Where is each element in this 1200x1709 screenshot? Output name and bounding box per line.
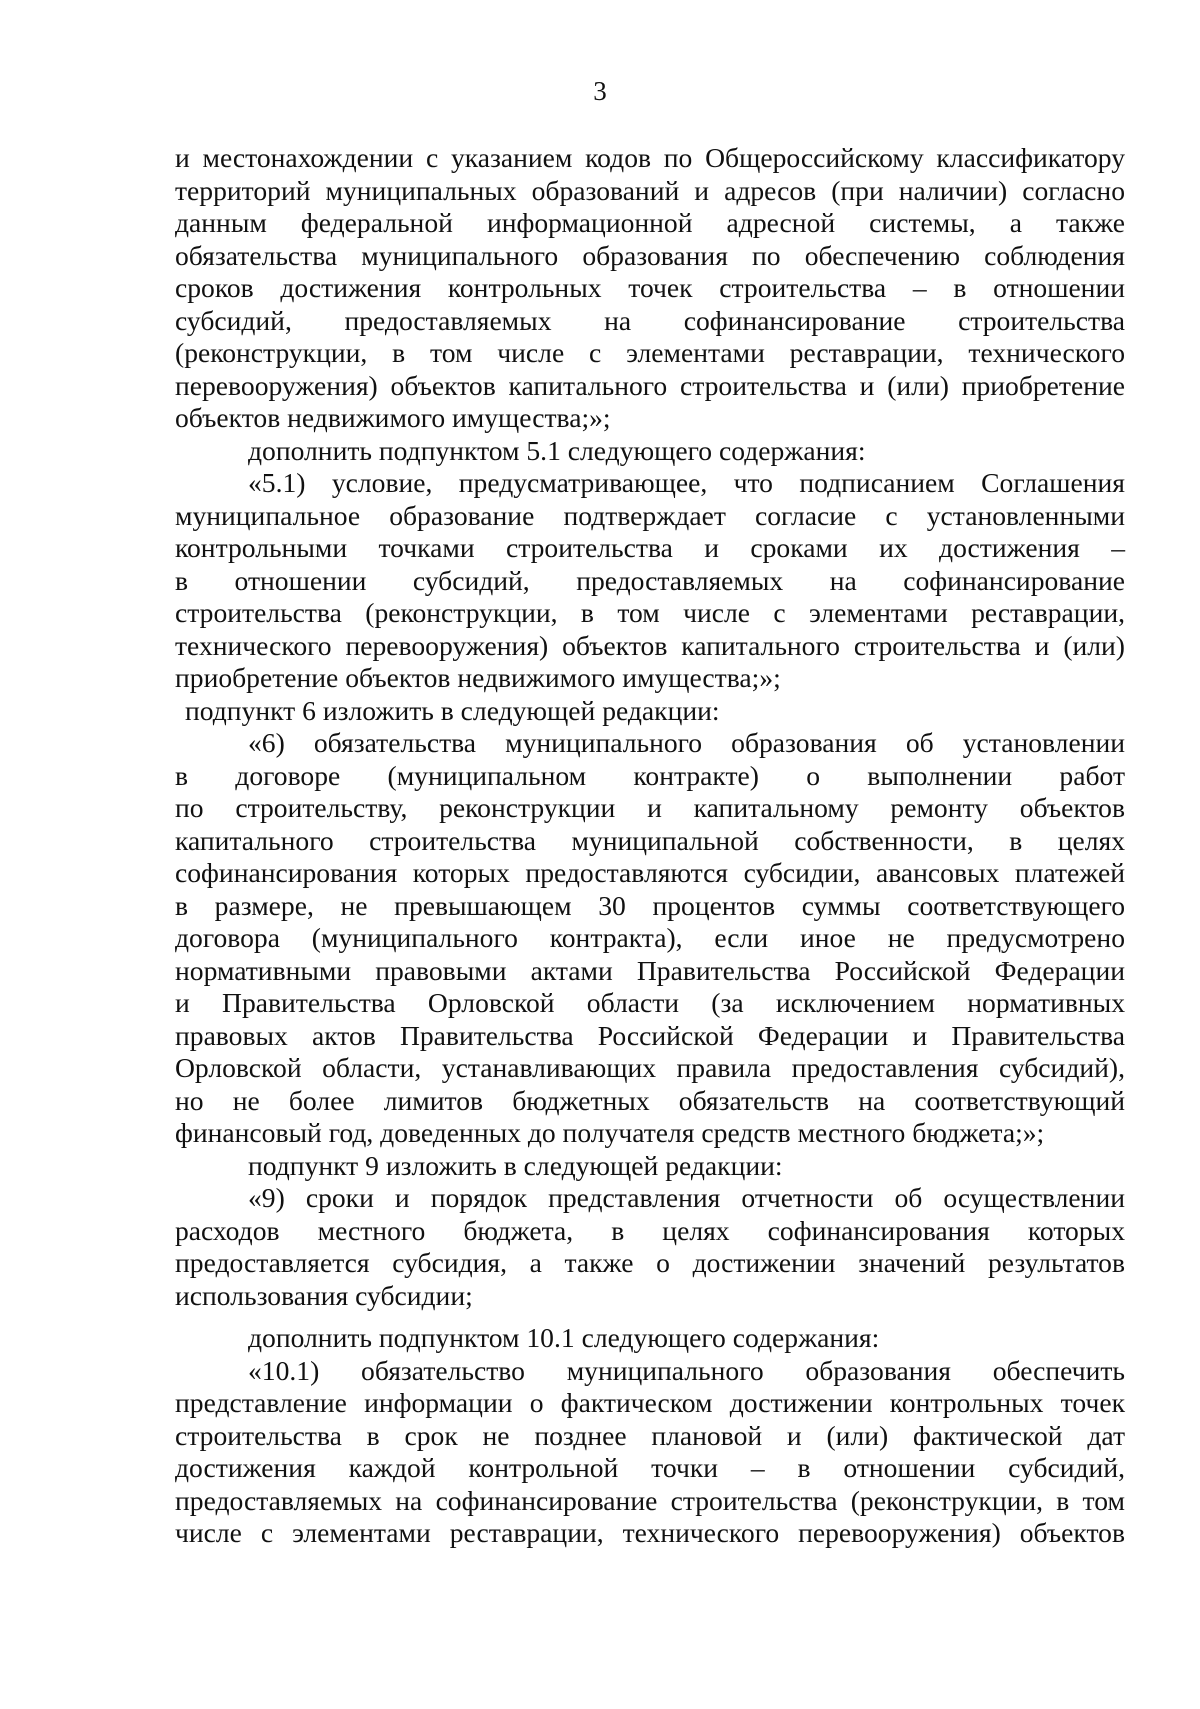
text-line: «9) сроки и порядок представления отчетности об осуществлении xyxy=(248,1182,1125,1213)
text-line: подпункт 9 изложить в следующей редакции: xyxy=(248,1149,783,1181)
text-line: представление информации о фактическом достижении контрольных точек xyxy=(175,1387,1125,1418)
text-line: объектов недвижимого имущества;»; xyxy=(175,402,611,433)
page-number: 3 xyxy=(593,76,607,106)
text-line: дополнить подпунктом 5.1 следующего содержания: xyxy=(248,434,866,466)
text-line: обязательства муниципального образования по обеспечению соблюдения xyxy=(175,239,1125,271)
text-line: в размере, не превышающем 30 процентов суммы соответствующего xyxy=(175,889,1125,921)
text-line: использования субсидии; xyxy=(175,1279,473,1311)
text-line: капитального строительства муниципальной собственности, в целях xyxy=(175,824,1125,856)
text-line: в договоре (муниципальном контракте) о выполнении работ xyxy=(175,759,1125,791)
text-line: муниципальное образование подтверждает согласие с установленными xyxy=(175,499,1125,531)
text-line: данным федеральной информационной адресной системы, а также xyxy=(175,207,1125,238)
text-line: финансовый год, доведенных до получателя средств местного бюджета;»; xyxy=(175,1117,1045,1148)
text-line: «10.1) обязательство муниципального образования обеспечить xyxy=(248,1354,1125,1386)
text-line: Орловской области, устанавливающих правила предоставления субсидий), xyxy=(175,1052,1125,1083)
body-text xyxy=(175,142,1125,1550)
text-line: приобретение объектов недвижимого имущества;»; xyxy=(175,662,781,693)
text-line: и Правительства Орловской области (за исключением нормативных xyxy=(175,987,1125,1018)
text-line: софинансирования которых предоставляются субсидии, авансовых платежей xyxy=(175,857,1125,888)
text-line: числе с элементами реставрации, технического перевооружения) объектов xyxy=(175,1517,1125,1548)
text-line: предоставляемых на софинансирование строительства (реконструкции, в том xyxy=(175,1484,1125,1516)
text-line: достижения каждой контрольной точки – в отношении субсидий, xyxy=(175,1452,1125,1483)
text-line: подпункт 6 изложить в следующей редакции: xyxy=(185,694,720,726)
text-line: (реконструкции, в том числе с элементами реставрации, технического xyxy=(175,337,1125,368)
text-line: предоставляется субсидия, а также о достижении значений результатов xyxy=(175,1247,1125,1278)
text-line: договора (муниципального контракта), если иное не предусмотрено xyxy=(175,922,1125,953)
text-line: но не более лимитов бюджетных обязательств на соответствующий xyxy=(175,1084,1125,1116)
text-line: перевооружения) объектов капитального строительства и (или) приобретение xyxy=(175,369,1125,401)
text-line: субсидий, предоставляемых на софинансирование строительства xyxy=(175,304,1125,336)
text-line: дополнить подпунктом 10.1 следующего содержания: xyxy=(248,1322,880,1353)
text-line: нормативными правовыми актами Правительства Российской Федерации xyxy=(175,954,1125,986)
text-line: в отношении субсидий, предоставляемых на софинансирование xyxy=(175,564,1125,596)
text-line: контрольными точками строительства и сроками их достижения – xyxy=(175,532,1125,563)
text-line: правовых актов Правительства Российской Федерации и Правительства xyxy=(175,1019,1125,1051)
text-line: «6) обязательства муниципального образования об установлении xyxy=(248,727,1125,758)
text-line: расходов местного бюджета, в целях софинансирования которых xyxy=(175,1214,1125,1246)
text-line: по строительству, реконструкции и капитальному ремонту объектов xyxy=(175,792,1125,823)
text-line: строительства в срок не позднее плановой и (или) фактической дат xyxy=(175,1419,1125,1451)
text-line: территорий муниципальных образований и адресов (при наличии) согласно xyxy=(175,174,1125,206)
text-line: строительства (реконструкции, в том числе с элементами реставрации, xyxy=(175,597,1125,628)
text-line: сроков достижения контрольных точек строительства – в отношении xyxy=(175,272,1125,303)
text-line: «5.1) условие, предусматривающее, что подписанием Соглашения xyxy=(248,467,1125,498)
text-line: и местонахождении с указанием кодов по Общероссийскому классификатору xyxy=(175,142,1125,173)
text-line: технического перевооружения) объектов капитального строительства и (или) xyxy=(175,629,1125,661)
